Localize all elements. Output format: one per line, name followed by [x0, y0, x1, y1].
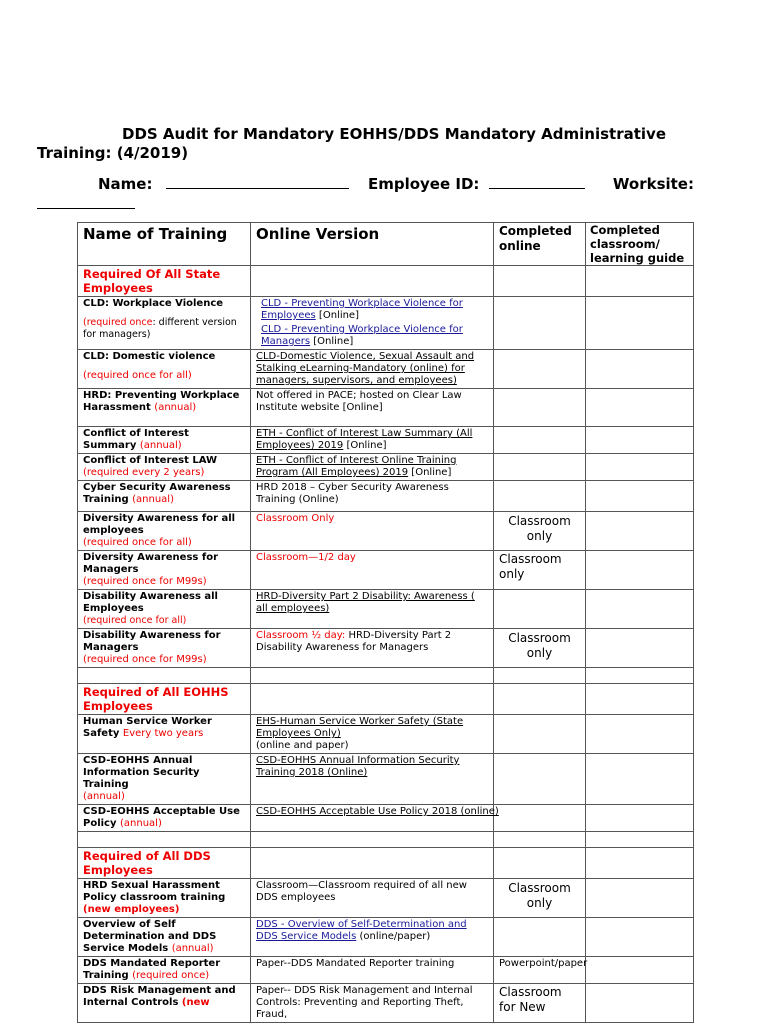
table-row: HRD Sexual Harassment Policy classroom training (new employees) Classroom—Classroom required of all new DDS employees Classroom only: [78, 879, 694, 918]
link-workplace-violence-employees[interactable]: CLD - Preventing Workplace Violence for Employees: [261, 298, 463, 321]
section-eohhs: Required of All EOHHS Employees: [78, 684, 251, 715]
table-row: DDS Mandated Reporter Training (required once) Paper--DDS Mandated Reporter training Powerpoint/paper: [78, 957, 694, 984]
name-field[interactable]: [166, 174, 349, 189]
table-row: HRD: Preventing Workplace Harassment (annual) Not offered in PACE; hosted on Clear Law Institute website [Online]: [78, 389, 694, 427]
section-row: [78, 848, 694, 879]
spacer-row: [78, 668, 694, 684]
worksite-label: Worksite:: [612, 175, 694, 193]
table-header-row: [78, 223, 694, 266]
training-table: [77, 222, 694, 1023]
table-row: Conflict of Interest Summary (annual) ETH - Conflict of Interest Law Summary (All Employees) 2019 [Online]: [78, 427, 694, 454]
spacer-row: [78, 832, 694, 848]
worksite-field[interactable]: [37, 194, 135, 209]
table-row: Overview of Self Determination and DDS Service Models (annual) DDS - Overview of Self-Determination and DDS Service Models (online/paper): [78, 918, 694, 957]
table-row: CSD-EOHHS Annual Information Security Training (annual) CSD-EOHHS Annual Information Security Training 2018 (Online): [78, 754, 694, 805]
checkbox-cell-online[interactable]: [494, 297, 586, 350]
training-name: CLD: Workplace Violence: [83, 298, 224, 309]
header-name-of-training: Name of Training: [78, 223, 251, 266]
table-row: Cyber Security Awareness Training (annual) HRD 2018 – Cyber Security Awareness Training (Online): [78, 481, 694, 512]
section-state: Required Of All State Employees: [78, 266, 251, 297]
section-row: [78, 266, 694, 297]
table-row: Diversity Awareness for all employees (required once for all) Classroom Only Classroom only: [78, 512, 694, 551]
table-row: CLD: Domestic violence (required once for all) CLD-Domestic Violence, Sexual Assault and Stalking eLearning-Mandatory (online) for managers, supervisors, and employees): [78, 350, 694, 389]
table-row: Disability Awareness all Employees (required once for all) HRD-Diversity Part 2 Disability: Awareness ( all employees): [78, 590, 694, 629]
table-row: Human Service Worker Safety Every two years EHS-Human Service Worker Safety (State Employees Only) (online and paper): [78, 715, 694, 754]
table-row: DDS Risk Management and Internal Controls (new Paper-- DDS Risk Management and Internal Controls: Preventing and Reporting Theft, Fraud, Classroom for New: [78, 984, 694, 1023]
section-row: [78, 684, 694, 715]
link-workplace-violence-managers[interactable]: CLD - Preventing Workplace Violence for Managers: [261, 324, 463, 347]
section-dds: Required of All DDS Employees: [78, 848, 251, 879]
name-label: Name:: [98, 175, 153, 193]
header-completed-online: Completed online: [494, 223, 586, 266]
header-online-version: Online Version: [251, 223, 494, 266]
employee-fields: [37, 174, 697, 208]
link-self-determination[interactable]: DDS - Overview of Self-Determination and DDS Service Models: [256, 919, 467, 942]
table-row: Conflict of Interest LAW (required every 2 years) ETH - Conflict of Interest Online Training Program (All Employees) 2019 [Online]: [78, 454, 694, 481]
table-row: Disability Awareness for Managers (required once for M99s) Classroom ½ day: HRD-Diversity Part 2 Disability Awareness for Managers Classroom only: [78, 629, 694, 668]
header-completed-classroom: Completed classroom/ learning guide: [586, 223, 694, 266]
document-title: DDS Audit for Mandatory EOHHS/DDS Mandatory Administrative Training: (4/2019): [37, 125, 666, 162]
table-row: CLD: Workplace Violence (required once: different version for managers) CLD - Preventing Workplace Violence for Employees [Online] CLD - Preventing Workplace Violence for Managers [Online]: [78, 297, 694, 350]
employee-id-field[interactable]: [489, 174, 585, 189]
employee-id-label: Employee ID:: [367, 175, 480, 193]
table-row: Diversity Awareness for Managers (required once for M99s) Classroom—1/2 day Classroom only: [78, 551, 694, 590]
checkbox-cell-classroom[interactable]: [586, 297, 694, 350]
table-row: CSD-EOHHS Acceptable Use Policy (annual) CSD-EOHHS Acceptable Use Policy 2018 (online): [78, 805, 694, 832]
